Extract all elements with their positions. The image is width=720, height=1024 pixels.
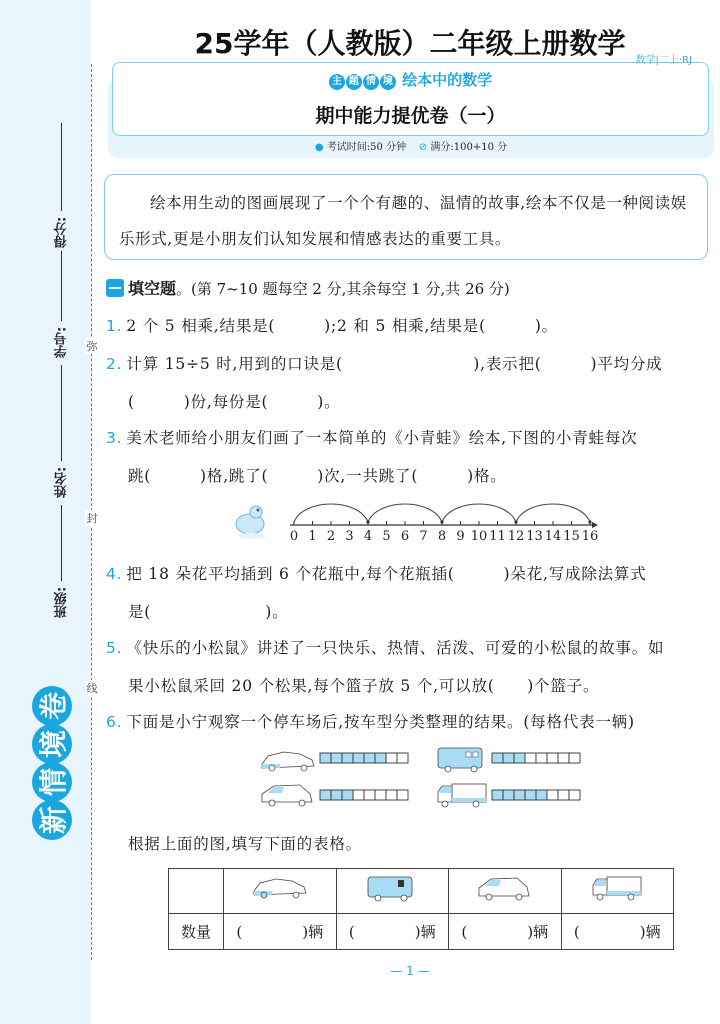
table-header-suv <box>449 869 562 914</box>
name-field[interactable] <box>52 358 72 498</box>
section-title: 填空题 <box>128 279 177 298</box>
score-label: 得分: <box>54 216 70 248</box>
student-id-label: 学号: <box>54 326 70 358</box>
vehicle-pictograph <box>258 746 598 816</box>
question-number: 3. <box>106 429 123 447</box>
table-corner-cell <box>169 869 224 914</box>
svg-text:4: 4 <box>363 529 373 544</box>
svg-text:8: 8 <box>437 529 447 544</box>
pictograph-figure <box>258 746 598 812</box>
page-number: — 1 — <box>390 964 430 978</box>
count-cell-truck[interactable]: ( )辆 <box>561 914 674 950</box>
brand-char: 卷 <box>32 686 72 726</box>
theme-chip: 境 <box>380 74 396 90</box>
vehicle-count-table <box>168 868 674 950</box>
suv-icon <box>477 874 533 904</box>
question-4 <box>106 562 647 584</box>
question-6 <box>106 710 635 732</box>
count-cell-bus[interactable]: ( )辆 <box>336 914 449 950</box>
student-id-underline <box>62 251 63 321</box>
section-note: 。(第 7~10 题每空 2 分,其余每空 1 分,共 26 分) <box>176 280 510 298</box>
suv-icon <box>262 785 312 806</box>
table-header-sedan <box>224 869 337 914</box>
theme-chip: 主 <box>329 74 345 90</box>
svg-text:15: 15 <box>563 529 580 544</box>
row-label-quantity: 数量 <box>169 914 224 950</box>
class-underline <box>62 505 63 581</box>
frog-icon <box>236 506 266 539</box>
svg-text:12: 12 <box>507 529 525 544</box>
header-frame <box>112 55 709 136</box>
bus-icon <box>364 874 420 904</box>
exam-time: 考试时间:50 分钟 <box>326 142 407 153</box>
check-circle-icon: ⊘ <box>418 142 428 153</box>
question-text[interactable]: 2 个 5 相乘,结果是( );2 和 5 相乘,结果是( )。 <box>126 317 558 335</box>
svg-text:5: 5 <box>382 529 391 544</box>
cut-mark-mi: 弥 <box>86 340 98 353</box>
page-title: 25学年（人教版）二年级上册数学 <box>194 27 626 60</box>
subject-tag: 数学|二上·RJ <box>635 55 692 66</box>
theme-title: 绘本中的数学 <box>402 71 493 89</box>
svg-text:16: 16 <box>581 529 599 544</box>
number-line-figure <box>234 492 604 544</box>
class-label: 班级: <box>54 586 70 618</box>
table-instruction: 根据上面的图,填写下面的表格。 <box>128 835 362 853</box>
question-number: 2. <box>106 355 123 373</box>
theme-chip: 情 <box>363 74 379 90</box>
question-1 <box>106 314 558 336</box>
theme-chip: 题 <box>346 74 362 90</box>
svg-text:7: 7 <box>419 529 428 544</box>
count-cell-sedan[interactable]: ( )辆 <box>224 914 337 950</box>
sedan-icon <box>262 752 314 771</box>
table-header-bus <box>336 869 449 914</box>
cut-mark-xian: 线 <box>86 682 98 695</box>
score-field[interactable] <box>52 108 72 248</box>
exam-info <box>108 138 714 153</box>
question-text[interactable]: 把 18 朵花平均插到 6 个花瓶中,每个花瓶插( )朵花,写成除法算式 <box>126 565 647 583</box>
table-row-icons <box>169 869 674 914</box>
svg-text:0: 0 <box>289 529 299 544</box>
brand-char: 境 <box>32 724 72 764</box>
svg-text:2: 2 <box>326 529 336 544</box>
svg-text:6: 6 <box>400 529 410 544</box>
question-number: 5. <box>106 639 123 657</box>
svg-text:1: 1 <box>308 529 317 544</box>
brand-char: 新 <box>32 800 72 840</box>
name-underline <box>62 365 63 461</box>
binding-sidebar <box>0 0 91 1024</box>
section-number-icon <box>106 279 124 297</box>
question-3-cont[interactable]: 跳( )格,跳了( )次,一共跳了( )格。 <box>128 467 507 485</box>
question-4-cont[interactable]: 是( )。 <box>128 603 289 621</box>
question-5-cont[interactable]: 果小松鼠采回 20 个松果,每个篮子放 5 个,可以放( )个篮子。 <box>128 677 600 695</box>
svg-text:11: 11 <box>489 529 506 544</box>
class-field[interactable] <box>52 498 72 618</box>
table-row-count <box>169 914 674 950</box>
question-number: 1. <box>106 317 123 335</box>
truck-icon <box>438 784 486 807</box>
bus-icon <box>438 748 482 772</box>
brand-logo <box>30 688 74 840</box>
svg-text:10: 10 <box>470 529 488 544</box>
full-score: 满分:100+10 分 <box>430 142 508 153</box>
svg-text:9: 9 <box>456 529 465 544</box>
question-text[interactable]: 计算 15÷5 时,用到的口诀是( ),表示把( )平均分成 <box>126 355 663 373</box>
brand-char: 情 <box>32 762 72 802</box>
theme-row <box>113 69 708 90</box>
question-number: 6. <box>106 713 123 731</box>
svg-text:3: 3 <box>345 529 354 544</box>
header-card <box>108 55 714 158</box>
question-text: 下面是小宁观察一个停车场后,按车型分类整理的结果。(每格代表一辆) <box>126 713 635 731</box>
clock-icon: ● <box>314 142 324 153</box>
frog-number-line <box>234 492 604 548</box>
count-cell-suv[interactable]: ( )辆 <box>449 914 562 950</box>
table-header-truck <box>561 869 674 914</box>
score-underline <box>62 123 63 211</box>
question-5 <box>106 636 664 658</box>
question-2-cont[interactable]: ( )份,每份是( )。 <box>128 393 341 411</box>
question-text[interactable]: 美术老师给小朋友们画了一本简单的《小青蛙》绘本,下图的小青蛙每次 <box>126 429 638 447</box>
intro-passage: 绘本用生动的图画展现了一个个有趣的、温情的故事,绘本不仅是一种阅读娱乐形式,更是小朋友们认知发展和情感表达的重要工具。 <box>104 174 708 260</box>
section-header <box>106 276 510 299</box>
question-3 <box>106 426 637 448</box>
question-2 <box>106 352 663 374</box>
svg-text:14: 14 <box>544 529 562 544</box>
question-number: 4. <box>106 565 123 583</box>
student-id-field[interactable] <box>52 248 72 358</box>
truck-icon <box>589 874 645 904</box>
cut-mark-feng: 封 <box>86 512 98 525</box>
paper-title: 期中能力提优卷（一） <box>315 105 506 127</box>
name-label: 姓名: <box>54 466 70 498</box>
question-text[interactable]: 《快乐的小松鼠》讲述了一只快乐、热情、活泼、可爱的小松鼠的故事。如 <box>126 639 665 657</box>
sedan-icon <box>252 875 308 903</box>
svg-text:13: 13 <box>526 529 543 544</box>
